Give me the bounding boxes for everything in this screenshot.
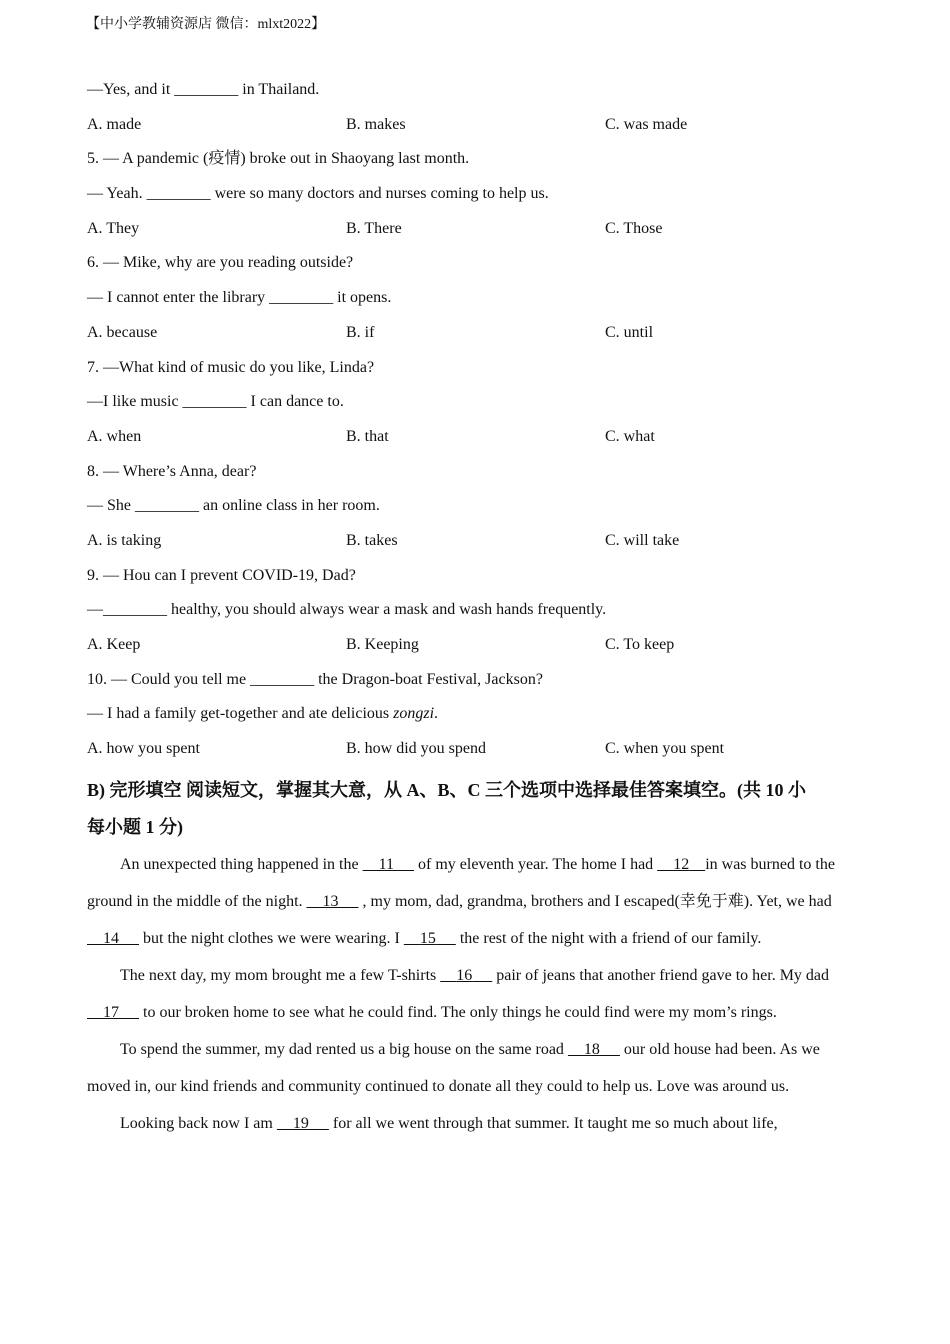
q6-question: 6. — Mike, why are you reading outside? bbox=[87, 254, 354, 272]
q7-question: 7. —What kind of music do you like, Linda? bbox=[87, 358, 375, 376]
q8-option-b: B. takes bbox=[346, 531, 398, 549]
passage-paragraph-2 bbox=[87, 957, 867, 1031]
q9-answer-line: —________ healthy, you should always wear a mask and wash hands frequently. bbox=[87, 601, 607, 619]
q9-option-a: A. Keep bbox=[87, 636, 141, 653]
passage-text: The next day, my mom brought me a few T-shirts bbox=[120, 966, 441, 984]
q4-option-a: A. made bbox=[87, 115, 142, 133]
passage-text: pair of jeans that another friend gave to her. My dad bbox=[492, 966, 830, 984]
passage-text: An unexpected thing happened in the bbox=[120, 855, 363, 873]
blank-17 bbox=[87, 1004, 139, 1021]
q10-options bbox=[87, 737, 867, 772]
q5-option-c: C. Those bbox=[605, 219, 663, 237]
q9-options bbox=[87, 633, 867, 668]
q4-option-c: C. was made bbox=[605, 115, 688, 133]
passage-text: for all we went through that summer. It taught me so much about life, bbox=[328, 1114, 778, 1132]
section-b-title bbox=[87, 772, 867, 846]
q7-answer-line: —I like music ________ I can dance to. bbox=[87, 393, 344, 411]
document-body bbox=[87, 78, 867, 1142]
q7-options bbox=[87, 425, 867, 460]
passage-paragraph-4 bbox=[87, 1105, 867, 1142]
blank-14 bbox=[87, 930, 139, 947]
passage-text: in was burned to the ground in the middle of the night. bbox=[87, 855, 835, 910]
q10-question: 10. — Could you tell me ________ the Dragon-boat Festival, Jackson? bbox=[87, 670, 543, 688]
q4-options bbox=[87, 113, 867, 148]
blank-number: 14 bbox=[103, 929, 119, 947]
q4-answer-line: —Yes, and it ________ in Thailand. bbox=[87, 81, 320, 98]
q9-option-c: C. To keep bbox=[605, 636, 675, 653]
q5-option-a: A. They bbox=[87, 219, 140, 237]
q10-answer-post: . bbox=[434, 705, 439, 723]
q7-option-b: B. that bbox=[346, 427, 389, 445]
passage-text: Looking back now I am bbox=[120, 1114, 277, 1132]
q6-answer-line: — I cannot enter the library ________ it opens. bbox=[87, 289, 392, 307]
q9-option-b: B. Keeping bbox=[346, 636, 419, 653]
q5-option-b: B. There bbox=[346, 219, 402, 237]
blank-12 bbox=[657, 856, 705, 873]
blank-13 bbox=[307, 893, 359, 910]
q7-option-a: A. when bbox=[87, 427, 142, 445]
q10-option-b: B. how did you spend bbox=[346, 740, 486, 758]
q10-option-c: C. when you spent bbox=[605, 740, 725, 758]
blank-number: 16 bbox=[456, 966, 473, 984]
blank-number: 15 bbox=[419, 929, 436, 947]
passage-text: the rest of the night with a friend of our family. bbox=[455, 929, 762, 947]
q10-answer-line bbox=[87, 702, 867, 737]
blank-16 bbox=[440, 967, 492, 984]
q7-option-c: C. what bbox=[605, 427, 655, 445]
passage-text: To spend the summer, my dad rented us a big house on the same road bbox=[120, 1040, 568, 1058]
blank-19 bbox=[277, 1115, 329, 1132]
q10-option-a: A. how you spent bbox=[87, 740, 200, 758]
blank-number: 11 bbox=[378, 855, 394, 873]
passage-text: , my mom, dad, grandma, brothers and I escaped(幸免于难). Yet, we had bbox=[358, 892, 832, 910]
passage-paragraph-1 bbox=[87, 846, 867, 957]
q5-question: 5. — A pandemic (疫情) broke out in Shaoyang last month. bbox=[87, 150, 470, 168]
blank-11 bbox=[363, 856, 414, 873]
blank-15 bbox=[404, 930, 456, 947]
section-b-title-line2: 每小题 1 分) bbox=[87, 816, 183, 837]
passage-text: to our broken home to see what he could find. The only things he could find were my mom’s rings. bbox=[139, 1003, 777, 1021]
q5-options bbox=[87, 217, 867, 252]
passage-text: of my eleventh year. The home I had bbox=[414, 855, 658, 873]
blank-number: 12 bbox=[673, 855, 690, 873]
q8-options bbox=[87, 529, 867, 564]
q8-option-c: C. will take bbox=[605, 531, 680, 549]
passage-paragraph-3 bbox=[87, 1031, 867, 1105]
blank-18 bbox=[568, 1041, 620, 1058]
q4-option-b: B. makes bbox=[346, 115, 406, 133]
section-b-title-line1: B) 完形填空 阅读短文，掌握其大意，从 A、B、C 三个选项中选择最佳答案填空。(共 10 小 bbox=[87, 779, 806, 800]
q6-option-c: C. until bbox=[605, 323, 654, 341]
q8-answer-line: — She ________ an online class in her room. bbox=[87, 497, 380, 515]
blank-number: 17 bbox=[103, 1003, 119, 1021]
q5-answer-line: — Yeah. ________ were so many doctors and nurses coming to help us. bbox=[87, 185, 549, 203]
q9-question: 9. — Hou can I prevent COVID-19, Dad? bbox=[87, 566, 356, 584]
q10-answer-pre: — I had a family get-together and ate delicious bbox=[87, 705, 394, 723]
q10-answer-italic: zongzi bbox=[393, 705, 435, 723]
q8-option-a: A. is taking bbox=[87, 531, 162, 549]
page-header: 【中小学教辅资源店 微信：mlxt2022】 bbox=[86, 17, 326, 32]
passage-text: but the night clothes we were wearing. I bbox=[139, 929, 404, 947]
q6-option-b: B. if bbox=[346, 323, 375, 341]
q8-question: 8. — Where’s Anna, dear? bbox=[87, 462, 257, 480]
blank-number: 19 bbox=[292, 1114, 309, 1132]
blank-number: 18 bbox=[583, 1040, 600, 1058]
passage-text: our old house had been. As we moved in, our kind friends and community continued to donate all they could to help us. Love was around us. bbox=[87, 1040, 820, 1095]
q6-option-a: A. because bbox=[87, 323, 158, 341]
blank-number: 13 bbox=[322, 892, 339, 910]
q6-options bbox=[87, 321, 867, 356]
